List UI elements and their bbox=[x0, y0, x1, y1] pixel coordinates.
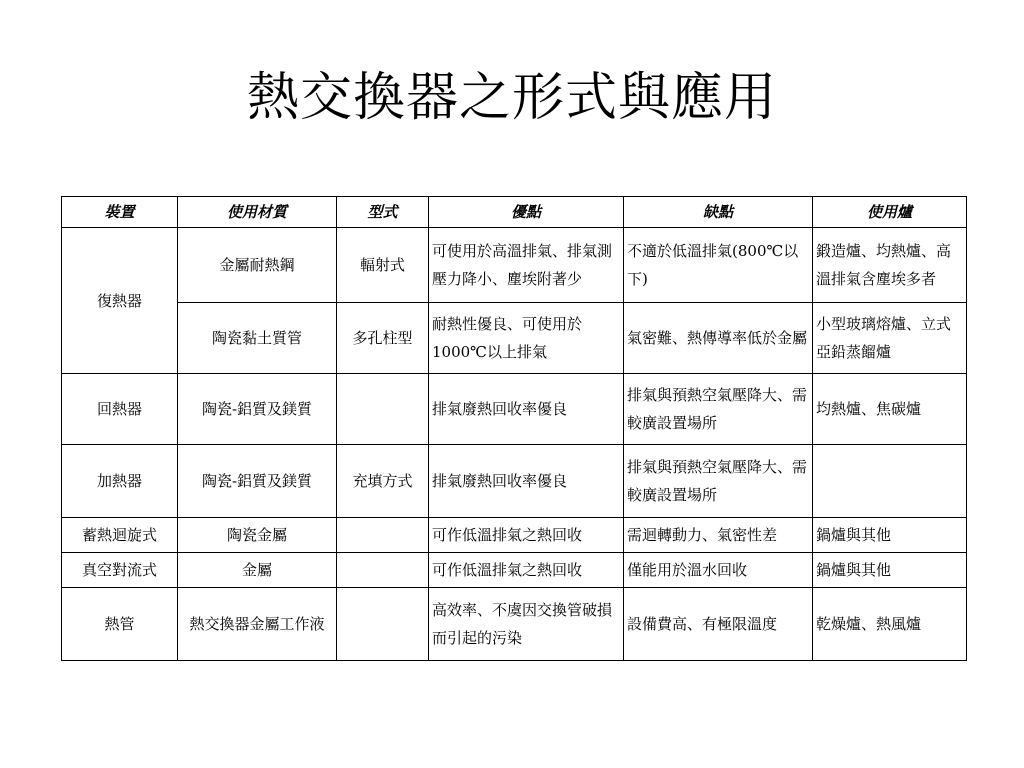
table-row bbox=[62, 518, 967, 553]
table-row bbox=[62, 303, 967, 374]
cell-disadvantage: 僅能用於溫水回收 bbox=[624, 553, 813, 588]
table-row bbox=[62, 445, 967, 518]
cell-type bbox=[337, 553, 429, 588]
cell-furnace: 小型玻璃熔爐、立式亞鉛蒸餾爐 bbox=[813, 303, 967, 374]
cell-advantage: 可作低溫排氣之熱回收 bbox=[429, 518, 624, 553]
header-type: 型式 bbox=[337, 197, 429, 228]
cell-advantage: 耐熱性優良、可使用於1000℃以上排氣 bbox=[429, 303, 624, 374]
cell-furnace: 鍛造爐、均熱爐、高溫排氣含塵埃多者 bbox=[813, 228, 967, 303]
table-row bbox=[62, 553, 967, 588]
cell-type bbox=[337, 518, 429, 553]
cell-material: 熱交換器金屬工作液 bbox=[178, 588, 337, 661]
cell-type: 多孔柱型 bbox=[337, 303, 429, 374]
header-furnace: 使用爐 bbox=[813, 197, 967, 228]
cell-material: 金屬 bbox=[178, 553, 337, 588]
cell-disadvantage: 排氣與預熱空氣壓降大、需較廣設置場所 bbox=[624, 445, 813, 518]
cell-type bbox=[337, 588, 429, 661]
header-advantage: 優點 bbox=[429, 197, 624, 228]
cell-disadvantage: 氣密難、熱傳導率低於金屬 bbox=[624, 303, 813, 374]
cell-material: 陶瓷-鋁質及鎂質 bbox=[178, 374, 337, 445]
header-device: 裝置 bbox=[62, 197, 178, 228]
cell-material: 陶瓷金屬 bbox=[178, 518, 337, 553]
cell-type: 輻射式 bbox=[337, 228, 429, 303]
cell-device: 復熱器 bbox=[62, 228, 178, 374]
header-material: 使用材質 bbox=[178, 197, 337, 228]
cell-material: 陶瓷-鋁質及鎂質 bbox=[178, 445, 337, 518]
cell-advantage: 排氣廢熱回收率優良 bbox=[429, 374, 624, 445]
cell-disadvantage: 需迴轉動力、氣密性差 bbox=[624, 518, 813, 553]
table-row bbox=[62, 228, 967, 303]
cell-material: 陶瓷黏土質管 bbox=[178, 303, 337, 374]
cell-advantage: 排氣廢熱回收率優良 bbox=[429, 445, 624, 518]
cell-device: 熱管 bbox=[62, 588, 178, 661]
cell-type bbox=[337, 374, 429, 445]
header-disadvantage: 缺點 bbox=[624, 197, 813, 228]
cell-advantage: 高效率、不虞因交換管破損而引起的污染 bbox=[429, 588, 624, 661]
cell-device: 回熱器 bbox=[62, 374, 178, 445]
cell-type: 充填方式 bbox=[337, 445, 429, 518]
cell-advantage: 可使用於高溫排氣、排氣測壓力降小、塵埃附著少 bbox=[429, 228, 624, 303]
cell-material: 金屬耐熱鋼 bbox=[178, 228, 337, 303]
cell-furnace: 乾燥爐、熱風爐 bbox=[813, 588, 967, 661]
cell-device: 蓄熱迴旋式 bbox=[62, 518, 178, 553]
table-row bbox=[62, 374, 967, 445]
cell-advantage: 可作低溫排氣之熱回收 bbox=[429, 553, 624, 588]
table-header-row bbox=[62, 197, 967, 228]
table-row bbox=[62, 588, 967, 661]
cell-disadvantage: 設備費高、有極限溫度 bbox=[624, 588, 813, 661]
cell-furnace bbox=[813, 445, 967, 518]
cell-disadvantage: 不適於低溫排氣(800℃以下) bbox=[624, 228, 813, 303]
cell-furnace: 均熱爐、焦碳爐 bbox=[813, 374, 967, 445]
cell-device: 加熱器 bbox=[62, 445, 178, 518]
cell-furnace: 鍋爐與其他 bbox=[813, 518, 967, 553]
heat-exchanger-table bbox=[61, 196, 967, 661]
cell-furnace: 鍋爐與其他 bbox=[813, 553, 967, 588]
slide-title: 熱交換器之形式與應用 bbox=[246, 68, 777, 128]
cell-disadvantage: 排氣與預熱空氣壓降大、需較廣設置場所 bbox=[624, 374, 813, 445]
cell-device: 真空對流式 bbox=[62, 553, 178, 588]
